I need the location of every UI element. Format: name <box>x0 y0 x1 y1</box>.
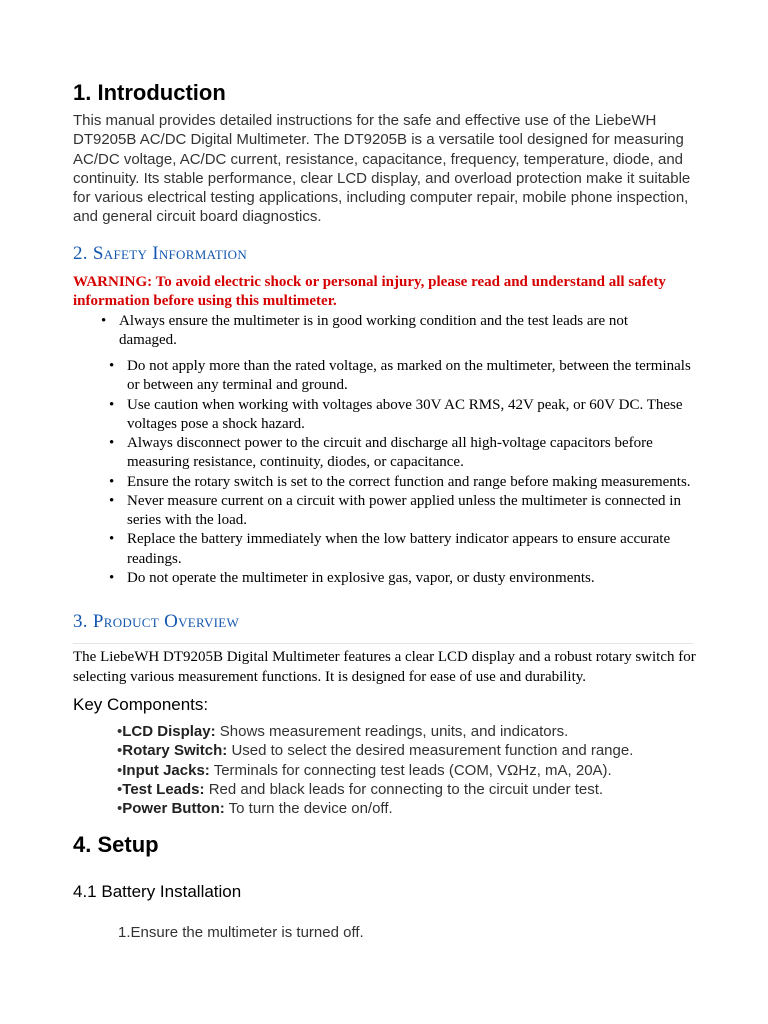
battery-installation-heading: 4.1 Battery Installation <box>73 882 242 901</box>
list-item-text: Use caution when working with voltages above 30V AC RMS, 42V peak, or 60V DC. These voltages pose a shock hazard. <box>127 396 683 432</box>
list-item: •Power Button: To turn the device on/off. <box>117 800 393 818</box>
list-item-text: Ensure the rotary switch is set to the correct function and range before making measurements. <box>127 473 691 490</box>
list-item: • Always disconnect power to the circuit and discharge all high-voltage capacitors before measuring resistance, continuity, diodes, or capacitance. <box>109 435 653 471</box>
component-name: Rotary Switch: <box>122 742 228 760</box>
list-item: •Test Leads: Red and black leads for connecting to the circuit under test. <box>117 780 604 798</box>
list-item: • Always ensure the multimeter is in good working condition and the test leads are not damaged. <box>101 313 629 349</box>
setup-heading: 4. Setup <box>73 832 159 857</box>
component-name: LCD Display: <box>122 723 216 740</box>
product-overview-heading: 3. Product Overview <box>73 611 240 632</box>
key-components-list <box>117 722 633 818</box>
component-desc: To turn the device on/off. <box>228 800 393 818</box>
safety-heading: 2. Safety Information <box>73 243 248 264</box>
key-components-title: Key Components: <box>73 695 209 714</box>
list-item-text: Do not apply more than the rated voltage, as marked on the multimeter, between the terminals or between any terminal and ground. <box>127 358 691 394</box>
product-overview-paragraph: The LiebeWH DT9205B Digital Multimeter features a clear LCD display and a robust rotary switch for selecting various measurement functions. It is designed for ease of use and durability. <box>73 649 696 685</box>
safety-first-list <box>101 312 679 351</box>
list-item-text: Always ensure the multimeter is in good working condition and the test leads are not damaged. <box>119 313 629 349</box>
component-desc: Red and black leads for connecting to the circuit under test. <box>208 780 604 798</box>
safety-list <box>109 357 697 588</box>
introduction-paragraph: This manual provides detailed instructions for the safe and effective use of the LiebeWH DT9205B AC/DC Digital Multimeter. The DT9205B is a versatile tool designed for measuring AC/DC voltage, AC/DC current, resistance, capacitance, frequency, temperature, diode, and continuity. Its stable performance, clear LCD display, and overload protection make it suitable for various electrical testing applications, including computer repair, mobile phone inspection, and general circuit board diagnostics. <box>73 112 691 226</box>
list-item: •Input Jacks: Terminals for connecting test leads (COM, VΩHz, mA, 20A). <box>117 761 612 779</box>
component-name: Input Jacks: <box>122 761 210 779</box>
list-item-text: Do not operate the multimeter in explosive gas, vapor, or dusty environments. <box>127 569 595 586</box>
list-item-text: Always disconnect power to the circuit and discharge all high-voltage capacitors before measuring resistance, continuity, diodes, or capacitance. <box>127 435 653 471</box>
list-item: • Do not operate the multimeter in explosive gas, vapor, or dusty environments. <box>109 569 595 586</box>
list-item: • Use caution when working with voltages above 30V AC RMS, 42V peak, or 60V DC. These voltages pose a shock hazard. <box>109 396 683 432</box>
list-item: • Replace the battery immediately when the low battery indicator appears to ensure accurate readings. <box>109 531 671 567</box>
component-desc: Used to select the desired measurement function and range. <box>231 742 634 760</box>
introduction-heading: 1. Introduction <box>73 80 226 105</box>
list-item-text: Replace the battery immediately when the low battery indicator appears to ensure accurate readings. <box>127 531 671 567</box>
section-divider <box>73 643 693 644</box>
component-desc: Shows measurement readings, units, and indicators. <box>219 723 569 740</box>
setup-step-1: 1.Ensure the multimeter is turned off. <box>118 924 364 941</box>
list-item: • Do not apply more than the rated voltage, as marked on the multimeter, between the terminals or between any terminal and ground. <box>109 358 691 394</box>
component-name: Test Leads: <box>122 780 205 798</box>
list-item: •Rotary Switch: Used to select the desired measurement function and range. <box>117 742 634 760</box>
list-item: •LCD Display: Shows measurement readings, units, and indicators. <box>117 723 569 740</box>
list-item-text: Never measure current on a circuit with power applied unless the multimeter is connected in series with the load. <box>127 492 681 528</box>
component-desc: Terminals for connecting test leads (COM, VΩHz, mA, 20A). <box>213 761 612 779</box>
component-name: Power Button: <box>122 800 225 818</box>
safety-warning: WARNING: To avoid electric shock or personal injury, please read and understand all safety information before using this multimeter. <box>73 274 666 310</box>
list-item: • Never measure current on a circuit with power applied unless the multimeter is connected in series with the load. <box>109 492 681 528</box>
list-item: • Ensure the rotary switch is set to the correct function and range before making measurements. <box>109 473 691 490</box>
